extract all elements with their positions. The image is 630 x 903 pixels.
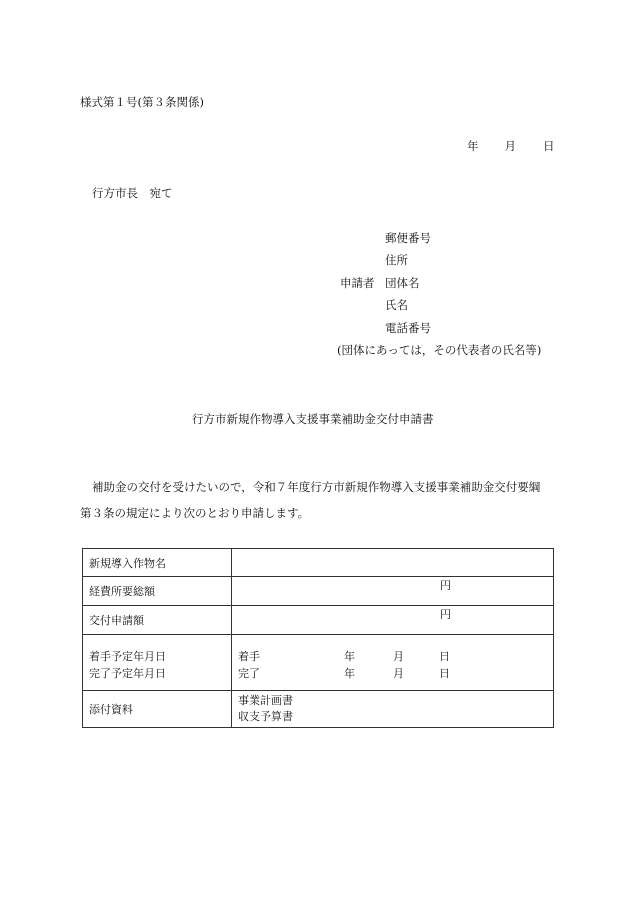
body-text-line-1: 補助金の交付を受けたいので，令和７年度行方市新規作物導入支援事業補助金交付要綱 (92, 480, 541, 494)
date-month: 月 (504, 139, 516, 153)
total-cost-field[interactable] (232, 577, 554, 606)
start-day: 日 (439, 649, 450, 663)
schedule-row (83, 635, 554, 691)
attachment-budget: 収支予算書 (238, 710, 293, 723)
start-date-label: 着手予定年月日 (89, 649, 166, 663)
schedule-labels (83, 635, 232, 691)
form-number: 様式第１号(第３条関係) (80, 95, 204, 109)
schedule-dates[interactable] (232, 635, 554, 691)
applicant-role-label: 申請者 (340, 276, 375, 290)
applicant-organization-label: 団体名 (385, 276, 420, 290)
new-crop-row (83, 549, 554, 577)
application-amount-row (83, 606, 554, 635)
applicant-phone-label: 電話番号 (385, 321, 431, 335)
applicant-name-label: 氏名 (385, 298, 408, 312)
total-cost-label: 経費所要総額 (83, 577, 232, 606)
date-year: 年 (467, 139, 479, 153)
application-amount-field[interactable] (232, 606, 554, 635)
attachments-label: 添付資料 (83, 691, 232, 728)
attachment-business-plan: 事業計画書 (238, 694, 293, 707)
completion-date-label: 完了予定年月日 (89, 666, 166, 680)
start-date-line (238, 646, 547, 663)
applicant-postal-code-label: 郵便番号 (385, 231, 431, 245)
attachments-field (232, 691, 554, 728)
attachments-row (83, 691, 554, 728)
body-text-line-2: 第３条の規定により次のとおり申請します。 (80, 506, 310, 520)
application-amount-unit: 円 (440, 608, 451, 621)
applicant-note: (団体にあっては，その代表者の氏名等) (337, 343, 542, 357)
applicant-address-label: 住所 (385, 253, 408, 267)
start-prefix: 着手 (238, 649, 260, 663)
addressee: 行方市長 宛て (92, 186, 173, 200)
total-cost-unit: 円 (440, 579, 451, 592)
completion-date-line (238, 663, 547, 680)
completion-day: 日 (439, 666, 450, 680)
new-crop-field[interactable] (232, 549, 554, 577)
completion-year: 年 (344, 666, 355, 680)
document-title: 行方市新規作物導入支援事業補助金交付申請書 (192, 412, 434, 426)
date-line (467, 141, 555, 153)
completion-prefix: 完了 (238, 666, 260, 680)
new-crop-label: 新規導入作物名 (83, 549, 232, 577)
total-cost-row (83, 577, 554, 606)
start-month: 月 (393, 649, 404, 663)
application-amount-label: 交付申請額 (83, 606, 232, 635)
completion-month: 月 (393, 666, 404, 680)
start-year: 年 (344, 649, 355, 663)
application-table (82, 548, 554, 728)
date-day: 日 (543, 139, 555, 153)
